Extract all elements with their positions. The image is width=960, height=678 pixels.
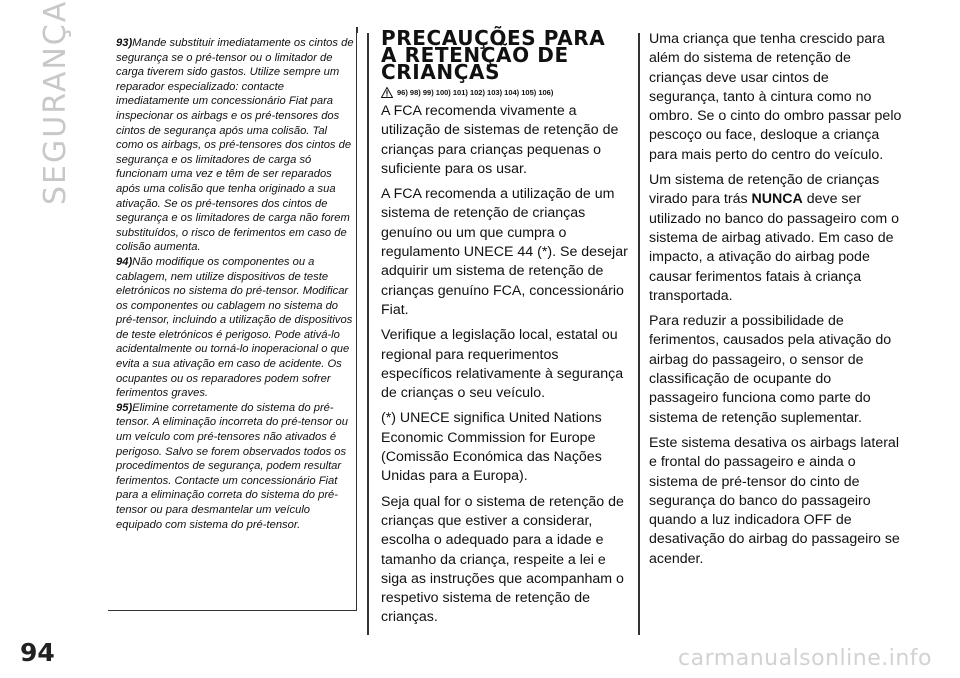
column-divider bbox=[638, 33, 640, 635]
heading-line: CRIANÇAS bbox=[381, 60, 501, 84]
warning-note-95 bbox=[116, 401, 354, 532]
warning-note-93 bbox=[116, 36, 354, 255]
text-span: deve ser utilizado no banco do passageiro com o sistema de airbag ativado. Em caso de impacto, a ativação do airbag pode causar ferimentos fatais à criança transportada. bbox=[649, 191, 900, 304]
warning-triangle-icon bbox=[381, 87, 393, 98]
note-number: 94) bbox=[116, 255, 133, 268]
note-text: Não modifique os componentes ou a cablagem, nem utilize dispositivos de teste eletrónicos no sistema do pré-tensor. Modificar os componentes ou cablagem no sistema do pré-tensor, incluindo a utilização de dispositivos de teste eletrónicos é perigoso. Pode ativá-lo acidentalmente ou torná-lo inoperacional o que evita a sua ativação em caso de acidente. Os ocupantes ou os reparadores podem sofrer ferimentos graves. bbox=[116, 255, 353, 400]
paragraph: A FCA recomenda a utilização de um sistema de retenção de crianças genuíno ou um que cumpra o regulamento UNECE 44 (*). Se desejar adquirir um sistema de retenção de crianças genuíno FCA, concessionário Fiat. bbox=[381, 186, 628, 318]
body-text bbox=[381, 102, 629, 628]
paragraph-nunca bbox=[649, 171, 902, 306]
warning-notes bbox=[116, 36, 354, 532]
emphasis-nunca: NUNCA bbox=[751, 191, 803, 208]
column-divider bbox=[367, 33, 369, 635]
page-number: 94 bbox=[20, 638, 55, 667]
main-column bbox=[381, 26, 629, 634]
paragraph: Verifique a legislação local, estatal ou regional para requerimentos específicos relativamente à segurança de crianças o seu veículo. bbox=[381, 327, 624, 402]
reference-list: 96) 98) 99) 100) 101) 102) 103) 104) 105) 106) bbox=[397, 88, 554, 97]
heading-line: PRECAUÇÕES PARA bbox=[381, 26, 606, 50]
paragraph: Este sistema desativa os airbags lateral e frontal do passageiro e ainda o sistema de pré-tensor do cinto de segurança do banco do passageiro quando a luz indicadora OFF de desativação do airbag do passageiro se acender. bbox=[649, 434, 900, 567]
warning-references bbox=[381, 87, 629, 98]
right-column bbox=[649, 30, 902, 575]
heading-line: A RETENÇÃO DE bbox=[381, 43, 569, 67]
paragraph: (*) UNECE significa United Nations Economic Commission for Europe (Comissão Económica das Nações Unidas para a Europa). bbox=[381, 410, 602, 485]
note-text: Mande substituir imediatamente os cintos de segurança se o pré-tensor ou o limitador de carga tiverem sido gastos. Utilize sempre um reparador especializado: contacte imediatamente um concessionário Fiat para inspecionar os airbags e os pré-tensores dos cintos de segurança após uma colisão. Tal como os airbags, os pré-tensores dos cintos de segurança e os limitadores de carga só funcionam uma vez e têm de ser reparados após uma colisão que tenha originado a sua ativação. Se os pré-tensores dos cintos de segurança e os limitadores de carga não forem substituídos, o risco de ferimentos em caso de colisão aumenta. bbox=[116, 37, 354, 254]
note-text: Elimine corretamente do sistema do pré-tensor. A eliminação incorreta do pré-tensor ou um veículo com pré-tensores não ativados é perigoso. Salvo se forem observados todos os procedimentos de segurança, podem resultar ferimentos. Contacte um concessionário Fiat para a eliminação correta do sistema do pré-tensor ou para desmantelar um veículo equipado com sistema do pré-tensor. bbox=[116, 401, 348, 531]
section-heading bbox=[381, 26, 629, 84]
text-span: Um sistema de retenção de crianças virado para trás bbox=[649, 172, 880, 208]
note-number: 93) bbox=[116, 37, 133, 49]
paragraph: Uma criança que tenha crescido para além do sistema de retenção de crianças deve usar cintos de segurança, tanto à cintura como no ombro. Se o cinto do ombro passar pelo pescoço ou face, desloque a criança para mais perto do centro do veículo. bbox=[649, 31, 902, 163]
paragraph: A FCA recomenda vivamente a utilização de sistemas de retenção de crianças para crianças pequenas o suficiente para os usar. bbox=[381, 103, 619, 177]
paragraph: Para reduzir a possibilidade de ferimentos, causados pela ativação do airbag do passageiro, o sensor de classificação de ocupante do passageiro funciona como parte do sistema de retenção suplementar. bbox=[649, 313, 892, 426]
watermark-logo: carmanualsonline.info bbox=[678, 646, 932, 671]
warning-note-94 bbox=[116, 255, 354, 401]
paragraph: Seja qual for o sistema de retenção de crianças que estiver a considerar, escolha o adequado para a idade e tamanho da criança, respeite a lei e siga as instruções que acompanham o respetivo sistema de retenção de crianças. bbox=[381, 493, 624, 626]
note-number: 95) bbox=[116, 401, 133, 414]
